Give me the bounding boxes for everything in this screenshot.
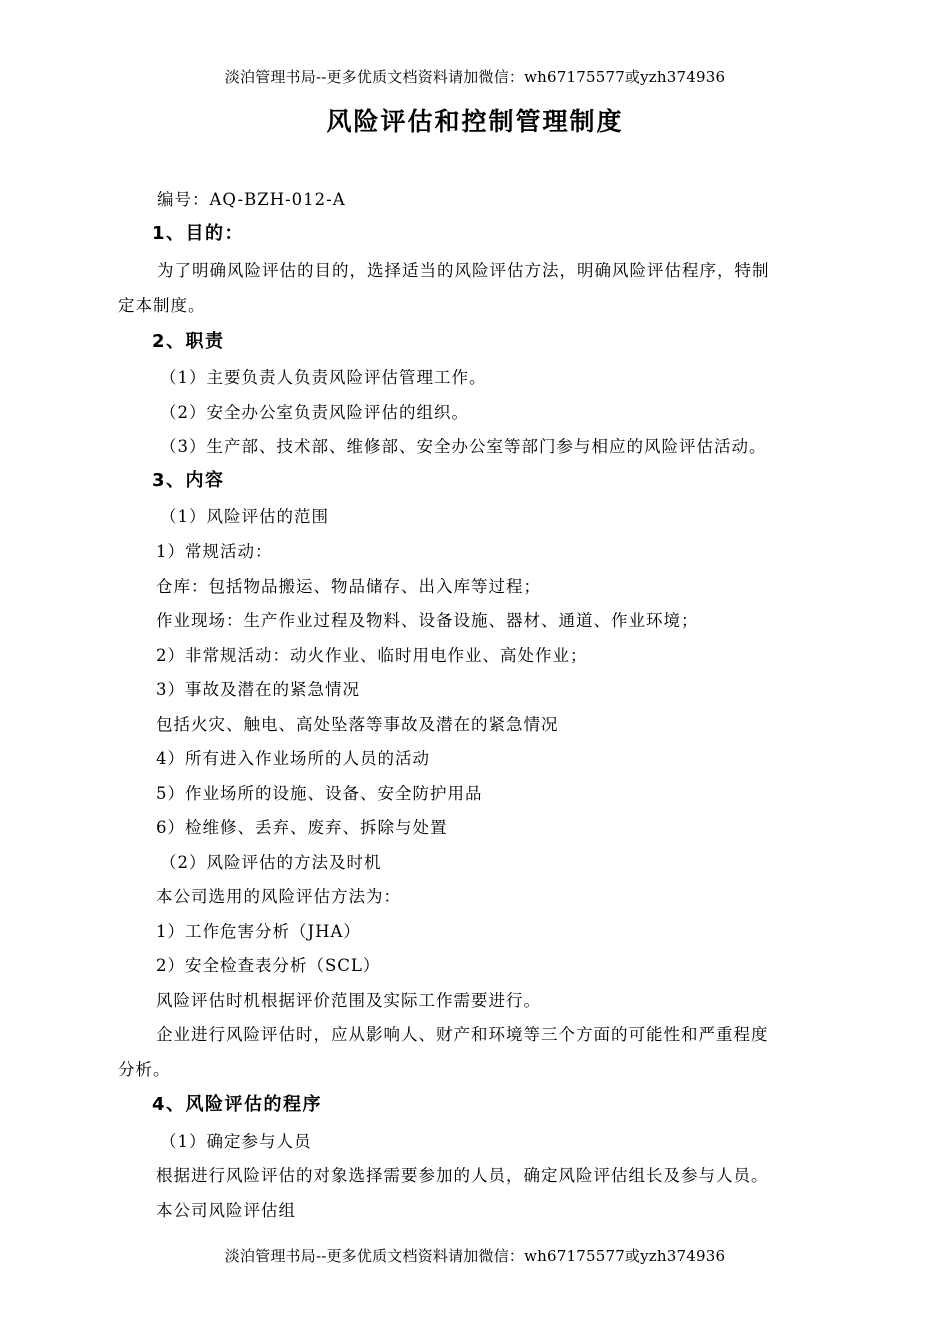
section-3-line: 包括火灾、触电、高处坠落等事故及潜在的紧急情况 — [156, 715, 559, 734]
section-3-line: 风险评估时机根据评价范围及实际工作需要进行。 — [156, 991, 541, 1010]
section-3-line: 6）检维修、丢弃、废弃、拆除与处置 — [156, 818, 448, 837]
document-title: 风险评估和控制管理制度 — [326, 107, 624, 136]
section-3-line: 2）非常规活动：动火作业、临时用电作业、高处作业； — [156, 646, 588, 665]
section-3-line: 企业进行风险评估时，应从影响人、财产和环境等三个方面的可能性和严重程度 — [156, 1025, 769, 1044]
section-2-heading: 2、职责 — [152, 331, 225, 352]
section-3-line: 4）所有进入作业场所的人员的活动 — [156, 749, 430, 768]
page-footer: 淡泊管理书局--更多优质文档资料请加微信：wh67175577或yzh374936 — [224, 1247, 726, 1265]
section-3-line: 1）工作危害分析（JHA） — [156, 922, 361, 941]
section-4-line: （1）确定参与人员 — [160, 1132, 312, 1151]
section-1-paragraph-line-1: 为了明确风险评估的目的，选择适当的风险评估方法，明确风险评估程序，特制 — [157, 261, 770, 280]
document-number: 编号：AQ-BZH-012-A — [157, 190, 346, 209]
section-2-item: （3）生产部、技术部、维修部、安全办公室等部门参与相应的风险评估活动。 — [160, 437, 767, 456]
section-3-line: 本公司选用的风险评估方法为： — [156, 887, 401, 906]
section-3-line: 作业现场：生产作业过程及物料、设备设施、器材、通道、作业环境； — [156, 611, 699, 630]
section-3-line: 2）安全检查表分析（SCL） — [156, 956, 381, 975]
section-3-line: 1）常规活动： — [156, 542, 273, 561]
section-3-heading: 3、内容 — [152, 470, 225, 491]
section-3-line: 3）事故及潜在的紧急情况 — [156, 680, 360, 699]
section-3-line: （1）风险评估的范围 — [160, 507, 329, 526]
section-4-heading: 4、风险评估的程序 — [152, 1094, 323, 1115]
section-2-item: （1）主要负责人负责风险评估管理工作。 — [160, 368, 487, 387]
section-4-line: 根据进行风险评估的对象选择需要参加的人员，确定风险评估组长及参与人员。 — [156, 1166, 769, 1185]
section-4-line: 本公司风险评估组 — [156, 1201, 296, 1220]
section-1-heading: 1、目的： — [152, 223, 245, 244]
section-3-line: （2）风险评估的方法及时机 — [160, 853, 382, 872]
section-2-item: （2）安全办公室负责风险评估的组织。 — [160, 403, 469, 422]
section-3-line: 仓库：包括物品搬运、物品储存、出入库等过程； — [156, 577, 541, 596]
section-3-line: 分析。 — [118, 1060, 171, 1079]
section-3-line: 5）作业场所的设施、设备、安全防护用品 — [156, 784, 483, 803]
section-1-paragraph-line-2: 定本制度。 — [118, 296, 206, 315]
page-header: 淡泊管理书局--更多优质文档资料请加微信：wh67175577或yzh374936 — [224, 68, 726, 86]
